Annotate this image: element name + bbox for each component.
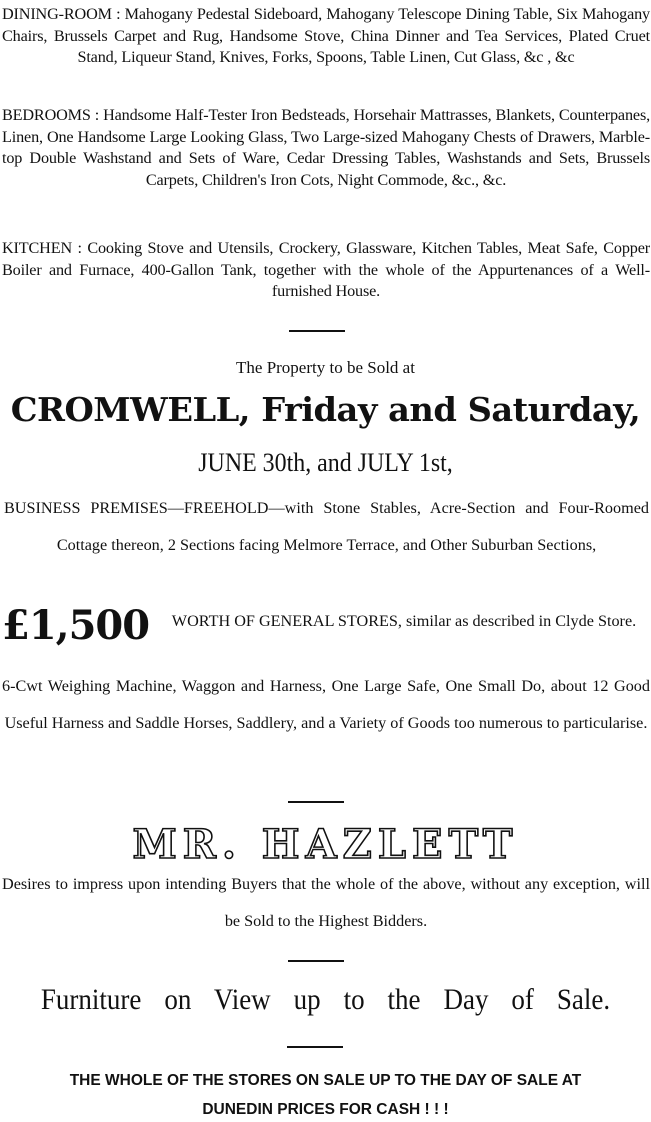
cromwell-heading: CROMWELL, Friday and Saturday, — [10, 390, 641, 429]
divider-rule — [288, 801, 344, 803]
business-premises-paragraph: BUSINESS PREMISES—FREEHOLD—with Stone Stables, Acre-Section and Four-Roomed Cottage thereon, 2 Sections facing Melmore Terrace, and Other Suburban Sections, — [4, 499, 649, 554]
stores-sale-notice-line1: THE WHOLE OF THE STORES ON SALE UP TO THE DAY OF SALE AT — [69, 1072, 582, 1089]
stores-amount: £1,500 — [2, 602, 150, 649]
stores-sale-notice-line2: DUNEDIN PRICES FOR CASH ! ! ! — [202, 1101, 449, 1118]
divider-rule — [288, 960, 344, 962]
divider-rule — [287, 1046, 343, 1048]
furniture-on-view-line: Furniture on View up to the Day of Sale. — [40, 983, 611, 1016]
general-stores-text: WORTH OF GENERAL STORES, similar as described in Clyde Store. — [171, 612, 637, 630]
property-sale-line: The Property to be Sold at — [236, 358, 415, 377]
auctioneer-name: MR. HAZLETT — [132, 821, 519, 868]
sale-dates: JUNE 30th, and JULY 1st, — [198, 448, 453, 477]
kitchen-paragraph: KITCHEN : Cooking Stove and Utensils, Crockery, Glassware, Kitchen Tables, Meat Safe, Copper Boiler and Furnace, 400-Gallon Tank, together with the whole of the Appurtenances of a Well-furnished House. — [2, 239, 650, 300]
buyers-notice-paragraph: Desires to impress upon intending Buyers that the whole of the above, without any exception, will be Sold to the Highest Bidders. — [2, 875, 650, 930]
bedrooms-paragraph: BEDROOMS : Handsome Half-Tester Iron Bedsteads, Horsehair Mattrasses, Blankets, Counterpanes, Linen, One Handsome Large Looking Glass, Two Large-sized Mahogany Chests of Drawers, Marble-top Double Washstand and Sets of Ware, Cedar Dressing Tables, Washstands and Sets, Brussels Carpets, Children's Iron Cots, Night Commode, &c., &c. — [2, 106, 650, 189]
weighing-machine-paragraph: 6-Cwt Weighing Machine, Waggon and Harness, One Large Safe, One Small Do, about 12 Good Useful Harness and Saddle Horses, Saddlery, and a Variety of Goods too numerous to particularise. — [2, 677, 650, 732]
divider-rule — [289, 330, 345, 332]
dining-room-paragraph: DINING-ROOM : Mahogany Pedestal Sideboard, Mahogany Telescope Dining Table, Six Mahogany Chairs, Brussels Carpet and Rug, Handsome Stove, China Dinner and Tea Services, Plated Cruet Stand, Liqueur Stand, Knives, Forks, Spoons, Table Linen, Cut Glass, &c , &c — [2, 5, 650, 66]
